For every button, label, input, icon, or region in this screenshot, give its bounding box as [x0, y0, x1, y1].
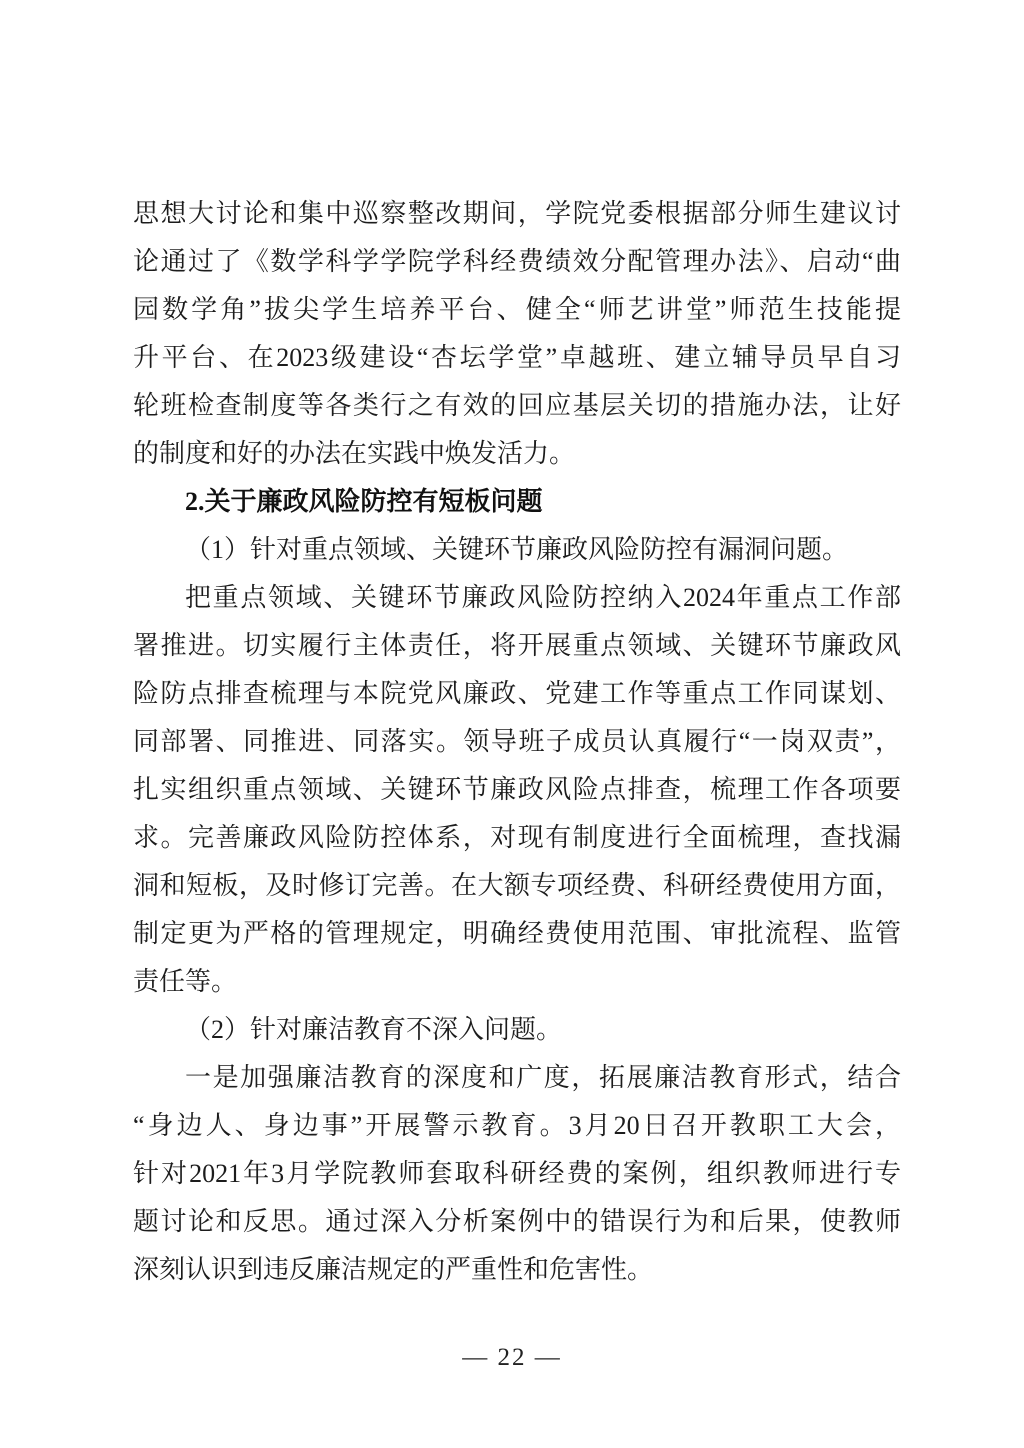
text-line: 升平台、在2023级建设“杏坛学堂”卓越班、建立辅导员早自习 [133, 343, 901, 372]
text-line: （2）针对廉洁教育不深入问题。 [185, 1015, 563, 1044]
paragraph [133, 574, 901, 1006]
text-line: 求。完善廉政风险防控体系，对现有制度进行全面梳理，查找漏 [133, 823, 901, 852]
text-line: 园数学角”拔尖学生培养平台、健全“师艺讲堂”师范生技能提 [133, 295, 901, 324]
text-line: 署推进。切实履行主体责任，将开展重点领域、关键环节廉政风 [133, 631, 901, 660]
paragraph [133, 190, 901, 478]
section-heading [133, 478, 901, 526]
text-line: 险防点排查梳理与本院党风廉政、党建工作等重点工作同谋划、 [133, 679, 901, 708]
text-line: 洞和短板，及时修订完善。在大额专项经费、科研经费使用方面， [133, 871, 901, 900]
text-line: （1）针对重点领域、关键环节廉政风险防控有漏洞问题。 [185, 535, 849, 564]
paragraph [133, 1006, 901, 1054]
text-line: 一是加强廉洁教育的深度和广度，拓展廉洁教育形式，结合 [185, 1063, 901, 1092]
text-line: 思想大讨论和集中巡察整改期间，学院党委根据部分师生建议讨 [133, 199, 901, 228]
text-line: 扎实组织重点领域、关键环节廉政风险点排查，梳理工作各项要 [133, 775, 901, 804]
document-body [133, 190, 901, 1294]
paragraph [133, 1054, 901, 1294]
text-line: 把重点领域、关键环节廉政风险防控纳入2024年重点工作部 [185, 583, 901, 612]
text-line: 论通过了《数学科学学院学科经费绩效分配管理办法》、启动“曲 [133, 247, 901, 276]
text-line: “身边人、身边事”开展警示教育。3月20日召开教职工大会， [133, 1111, 901, 1140]
text-line: 的制度和好的办法在实践中焕发活力。 [133, 439, 576, 468]
text-line: 题讨论和反思。通过深入分析案例中的错误行为和后果，使教师 [133, 1207, 901, 1236]
paragraph [133, 526, 901, 574]
text-line: 轮班检查制度等各类行之有效的回应基层关切的措施办法，让好 [133, 391, 901, 420]
page-number: — 22 — [462, 1344, 562, 1371]
text-line: 责任等。 [133, 967, 238, 996]
text-line: 深刻认识到违反廉洁规定的严重性和危害性。 [133, 1255, 654, 1284]
text-line: 制定更为严格的管理规定，明确经费使用范围、审批流程、监管 [133, 919, 901, 948]
text-line: 2.关于廉政风险防控有短板问题 [185, 487, 543, 516]
text-line: 同部署、同推进、同落实。领导班子成员认真履行“一岗双责”， [133, 727, 901, 756]
text-line: 针对2021年3月学院教师套取科研经费的案例，组织教师进行专 [133, 1159, 901, 1188]
